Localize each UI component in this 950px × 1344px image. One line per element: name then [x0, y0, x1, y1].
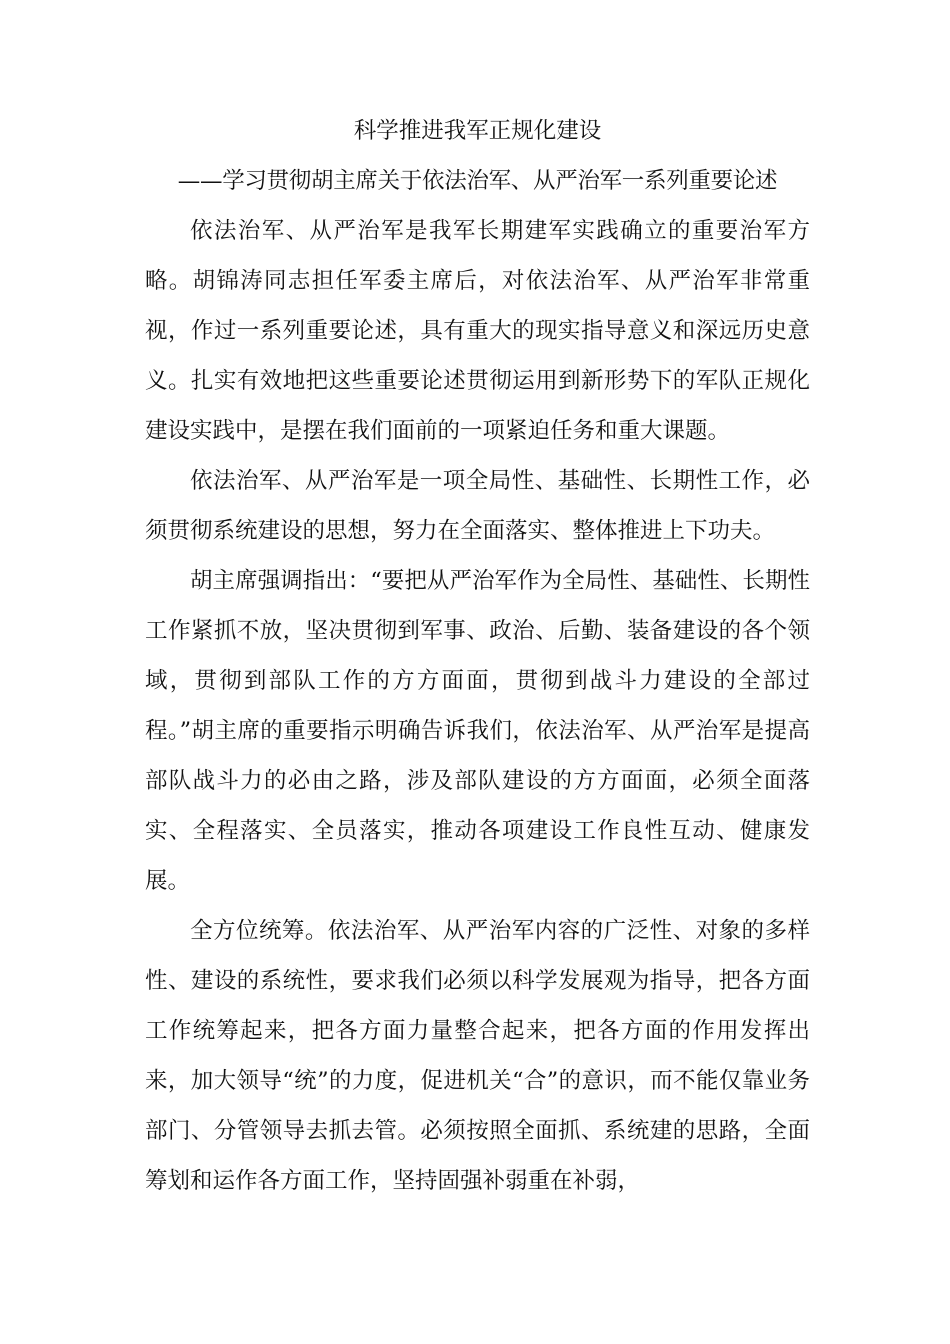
- paragraph-2: 依法治军、从严治军是一项全局性、基础性、长期性工作，必须贯彻系统建设的思想，努力在全面落实、整体推进上下功夫。: [145, 468, 810, 544]
- paragraph-1: 依法治军、从严治军是我军长期建军实践确立的重要治军方略。胡锦涛同志担任军委主席后，对依法治军、从严治军非常重视，作过一系列重要论述，具有重大的现实指导意义和深远历史意义。扎实有效地把这些重要论述贯彻运用到新形势下的军队正规化建设实践中，是摆在我们面前的一项紧迫任务和重大课题。: [145, 218, 810, 444]
- document-body: [145, 106, 810, 1206]
- document-title: 科学推进我军正规化建设: [353, 118, 602, 144]
- paragraph-4: 全方位统筹。依法治军、从严治军内容的广泛性、对象的多样性、建设的系统性，要求我们必须以科学发展观为指导，把各方面工作统筹起来，把各方面力量整合起来，把各方面的作用发挥出来，加大领导“统”的力度，促进机关“合”的意识，而不能仅靠业务部门、分管领导去抓去管。必须按照全面抓、系统建的思路，全面筹划和运作各方面工作，坚持固强补弱重在补弱，: [145, 918, 810, 1194]
- paragraph-3: 胡主席强调指出：“要把从严治军作为全局性、基础性、长期性工作紧抓不放，坚决贯彻到军事、政治、后勤、装备建设的各个领域，贯彻到部队工作的方方面面，贯彻到战斗力建设的全部过程。”胡主席的重要指示明确告诉我们，依法治军、从严治军是提高部队战斗力的必由之路，涉及部队建设的方方面面，必须全面落实、全程落实、全员落实，推动各项建设工作良性互动、健康发展。: [145, 568, 810, 894]
- document-subtitle: ——学习贯彻胡主席关于依法治军、从严治军一系列重要论述: [177, 168, 778, 194]
